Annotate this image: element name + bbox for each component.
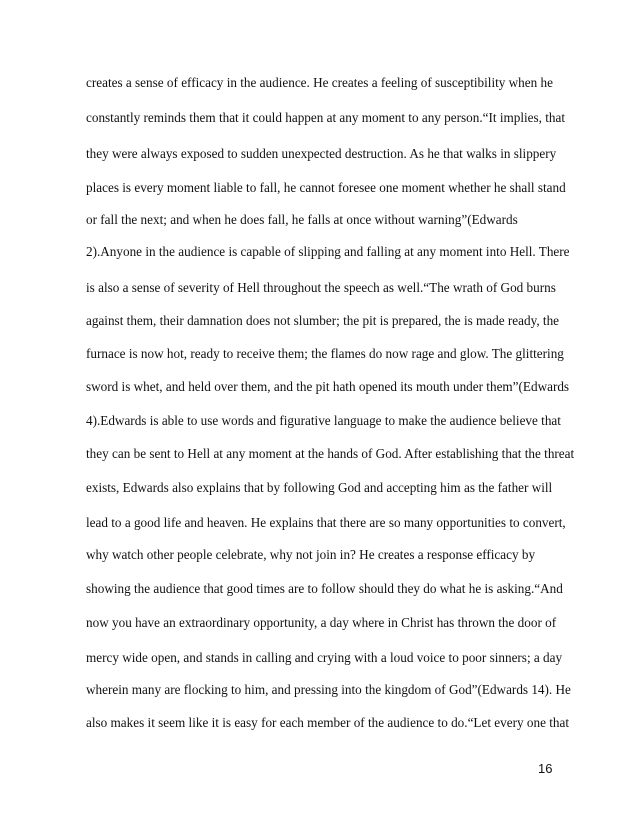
text-line-18: mercy wide open, and stands in calling and crying with a loud voice to poor sinners; a day <box>86 650 563 665</box>
text-line-14: lead to a good life and heaven. He explains that there are so many opportunities to convert, <box>86 515 566 530</box>
text-line-16: showing the audience that good times are to follow should they do what he is asking.“And <box>86 581 563 596</box>
text-line-19: wherein many are flocking to him, and pressing into the kingdom of God”(Edwards 14). He <box>86 682 571 697</box>
text-line-12: they can be sent to Hell at any moment at the hands of God. After establishing that the threat <box>86 446 575 461</box>
text-line-15: why watch other people celebrate, why not join in? He creates a response efficacy by <box>86 547 536 562</box>
text-line-20: also makes it seem like it is easy for each member of the audience to do.“Let every one that <box>86 715 569 730</box>
page-number: 16 <box>538 761 553 776</box>
text-line-5: or fall the next; and when he does fall, he falls at once without warning”(Edwards <box>86 212 518 227</box>
text-line-11: 4).Edwards is able to use words and figurative language to make the audience believe that <box>86 413 561 428</box>
text-line-17: now you have an extraordinary opportunity, a day where in Christ has thrown the door of <box>86 615 557 630</box>
text-line-6: 2).Anyone in the audience is capable of slipping and falling at any moment into Hell. There <box>86 244 570 259</box>
text-line-2: constantly reminds them that it could happen at any moment to any person.“It implies, that <box>86 110 566 125</box>
text-line-13: exists, Edwards also explains that by following God and accepting him as the father will <box>86 480 553 495</box>
text-line-10: sword is whet, and held over them, and the pit hath opened its mouth under them”(Edwards <box>86 379 570 394</box>
text-line-9: furnace is now hot, ready to receive them; the flames do now rage and glow. The glittering <box>86 346 564 361</box>
text-line-8: against them, their damnation does not slumber; the pit is prepared, the is made ready, the <box>86 313 560 328</box>
text-line-7: is also a sense of severity of Hell throughout the speech as well.“The wrath of God burns <box>86 280 556 295</box>
text-line-3: they were always exposed to sudden unexpected destruction. As he that walks in slippery <box>86 146 557 161</box>
text-line-4: places is every moment liable to fall, he cannot foresee one moment whether he shall stand <box>86 180 566 195</box>
text-line-1: creates a sense of efficacy in the audience. He creates a feeling of susceptibility when he <box>86 75 553 90</box>
